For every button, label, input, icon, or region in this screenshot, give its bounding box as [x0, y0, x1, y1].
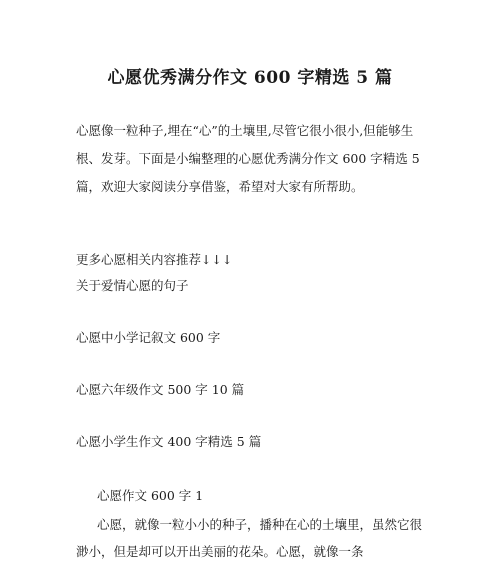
related-link-love-sentences[interactable]: 关于爱情心愿的句子: [76, 278, 189, 293]
more-recommendations-label: 更多心愿相关内容推荐↓↓↓: [76, 252, 233, 267]
intro-paragraph: 心愿像一粒种子,埋在“心”的土壤里,尽管它很小很小,但能够生根、发芽。下面是小编整理的心愿优秀满分作文 600 字精选 5 篇，欢迎大家阅读分享借鉴，希望对大家有所帮助。: [76, 123, 420, 194]
document-title: 心愿优秀满分作文 600 字精选 5 篇: [107, 68, 393, 88]
related-link-grade6-500[interactable]: 心愿六年级作文 500 字 10 篇: [76, 382, 245, 397]
essay-paragraph: 心愿，就像一粒小小的种子，播种在心的土壤里，虽然它很渺小，但是却可以开出美丽的花朵。心愿，就像一条: [76, 517, 423, 559]
related-link-narrative-600[interactable]: 心愿中小学记叙文 600 字: [76, 330, 221, 345]
essay-title: 心愿作文 600 字 1: [97, 488, 204, 503]
related-link-primary-400[interactable]: 心愿小学生作文 400 字精选 5 篇: [76, 434, 262, 449]
